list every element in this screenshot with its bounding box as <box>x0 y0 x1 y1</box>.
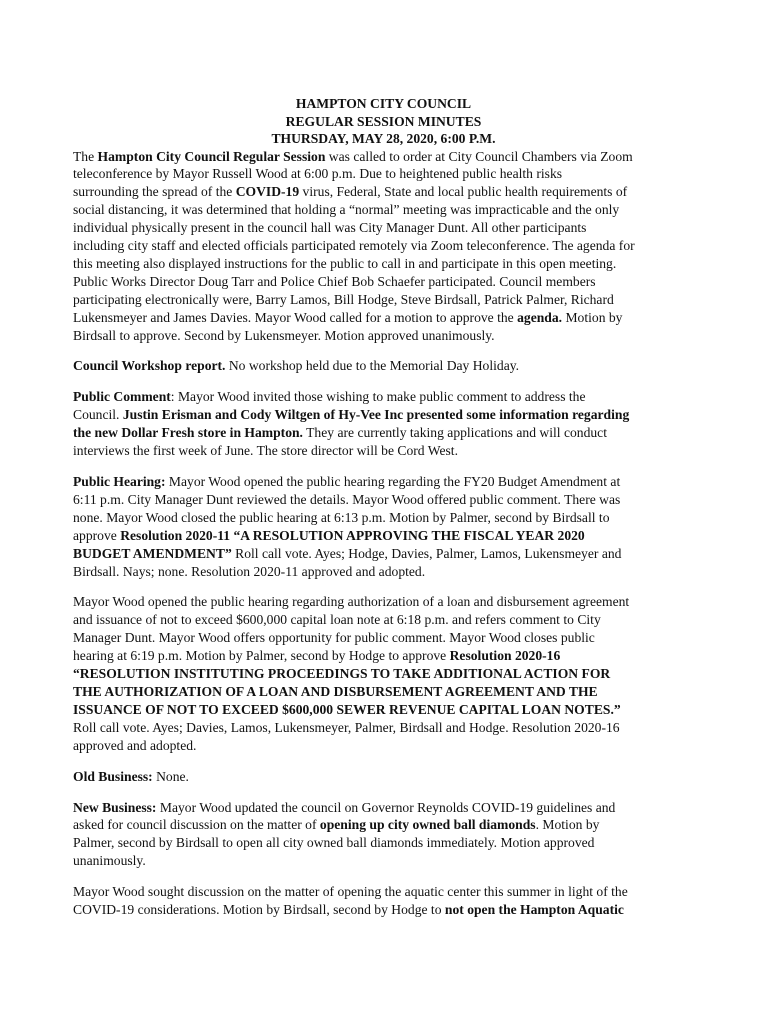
heading-council-name: HAMPTON CITY COUNCIL <box>295 96 472 111</box>
text-run: this meeting also displayed instructions for the public to call in and participate in this open meeting. <box>73 255 617 271</box>
minutes-body <box>73 148 694 919</box>
text-run: approve <box>73 527 121 543</box>
bold-text: New Business: <box>73 799 157 815</box>
text-line <box>73 357 694 375</box>
minutes-paragraph <box>73 883 694 919</box>
bold-text: “RESOLUTION INSTITUTING PROCEEDINGS TO TAKE ADDITIONAL ACTION FOR <box>73 666 611 682</box>
text-run: Public Works Director Doug Tarr and Police Chief Bob Schaefer participated. Council members <box>73 273 596 289</box>
bold-text: Old Business: <box>73 768 153 784</box>
minutes-paragraph <box>73 768 694 786</box>
heading-session-type: REGULAR SESSION MINUTES <box>285 113 482 129</box>
text-line <box>73 834 694 852</box>
text-run: including city staff and elected officials participated remotely via Zoom teleconference. The agenda for <box>73 238 635 254</box>
text-run: social distancing, it was determined that holding a “normal” meeting was impracticable and the only <box>73 202 620 218</box>
text-run: surrounding the spread of the <box>73 184 236 200</box>
text-run: No workshop held due to the Memorial Day Holiday. <box>225 358 520 374</box>
text-run: and issuance of not to exceed $600,000 capital loan note at 6:18 p.m. and refers comment to City <box>73 612 601 628</box>
minutes-paragraph <box>73 799 694 871</box>
bold-text: Resolution 2020-16 <box>449 648 561 664</box>
text-run: individual physically present in the council hall was City Manager Dunt. All other participants <box>73 220 587 236</box>
text-line <box>73 273 694 291</box>
text-line <box>73 406 694 424</box>
text-run: unanimously. <box>73 853 146 869</box>
text-run: Palmer, second by Birdsall to open all city owned ball diamonds immediately. Motion approved <box>73 835 595 851</box>
text-line <box>73 491 694 509</box>
text-line <box>73 883 694 901</box>
text-line <box>73 148 694 166</box>
bold-text: Public Comment <box>73 389 171 405</box>
text-line <box>73 309 694 327</box>
bold-text: not open the Hampton Aquatic <box>444 902 624 918</box>
heading-date: THURSDAY, MAY 28, 2020, 6:00 P.M. <box>271 131 496 146</box>
text-line <box>73 737 694 755</box>
text-line <box>73 593 694 611</box>
minutes-paragraph <box>73 473 694 580</box>
bold-text: THE AUTHORIZATION OF A LOAN AND DISBURSEMENT AGREEMENT AND THE <box>73 683 598 699</box>
text-run: Manager Dunt. Mayor Wood offers opportunity for public comment. Mayor Wood closes public <box>73 630 595 646</box>
text-line <box>73 719 694 737</box>
text-run: Mayor Wood opened the public hearing regarding authorization of a loan and disbursement agreement <box>73 594 630 610</box>
text-run: Mayor Wood updated the council on Governor Reynolds COVID-19 guidelines and <box>156 799 616 815</box>
text-line <box>73 768 694 786</box>
text-line <box>73 647 694 665</box>
text-line <box>73 291 694 309</box>
text-run: : Mayor Wood invited those wishing to make public comment to address the <box>170 389 586 405</box>
minutes-paragraph <box>73 388 694 460</box>
text-line <box>73 665 694 683</box>
text-run: none. Mayor Wood closed the public hearing at 6:13 p.m. Motion by Palmer, second by Birdsall to <box>73 509 610 525</box>
text-line <box>73 629 694 647</box>
bold-text: opening up city owned ball diamonds <box>319 817 536 833</box>
text-line <box>73 701 694 719</box>
bold-text: ISSUANCE OF NOT TO EXCEED $600,000 SEWER REVENUE CAPITAL LOAN NOTES.” <box>73 701 621 717</box>
text-run: participating electronically were, Barry Lamos, Bill Hodge, Steve Birdsall, Patrick Palmer, Richard <box>73 291 614 307</box>
text-run: Mayor Wood opened the public hearing regarding the FY20 Budget Amendment at <box>165 474 621 489</box>
text-run: Mayor Wood sought discussion on the matter of opening the aquatic center this summer in light of the <box>73 884 628 900</box>
text-line <box>73 424 694 442</box>
text-run: Lukensmeyer and James Davies. Mayor Wood called for a motion to approve the <box>73 309 518 325</box>
text-line <box>73 816 694 834</box>
text-line <box>73 611 694 629</box>
bold-text: Resolution 2020-11 “A RESOLUTION APPROVING THE FISCAL YEAR 2020 <box>120 527 585 543</box>
text-line <box>73 237 694 255</box>
minutes-paragraph <box>73 593 694 754</box>
text-run: . Motion by <box>535 817 600 833</box>
text-run: hearing at 6:19 p.m. Motion by Palmer, second by Hodge to approve <box>73 648 450 664</box>
text-line <box>73 527 694 545</box>
text-line <box>73 327 694 345</box>
text-line <box>73 563 694 581</box>
text-line <box>73 388 694 406</box>
minutes-paragraph <box>73 148 694 345</box>
text-line <box>73 442 694 460</box>
bold-text: Hampton City Council Regular Session <box>97 148 326 164</box>
text-line <box>73 201 694 219</box>
text-run: Council. <box>73 407 123 423</box>
minutes-paragraph <box>73 357 694 375</box>
bold-text: the new Dollar Fresh store in Hampton. <box>73 425 303 441</box>
text-line <box>73 255 694 273</box>
text-run: 6:11 p.m. City Manager Dunt reviewed the details. Mayor Wood offered public comment. There was <box>73 491 621 507</box>
text-run: Motion by <box>562 309 623 325</box>
text-run: Birdsall. Nays; none. Resolution 2020-11 approved and adopted. <box>73 563 426 579</box>
bold-text: BUDGET AMENDMENT” <box>73 545 232 561</box>
text-run: COVID-19 considerations. Motion by Birdsall, second by Hodge to <box>73 902 445 918</box>
text-run: None. <box>152 768 189 784</box>
text-line <box>73 183 694 201</box>
text-run: was called to order at City Council Chambers via Zoom <box>325 148 633 164</box>
text-line <box>73 545 694 563</box>
text-run: teleconference by Mayor Russell Wood at 6:00 p.m. Due to heightened public health risks <box>73 166 563 182</box>
text-run: Birdsall to approve. Second by Lukensmeyer. Motion approved unanimously. <box>73 327 495 343</box>
bold-text: agenda. <box>517 309 563 325</box>
document-heading <box>73 95 694 148</box>
text-line <box>73 509 694 527</box>
bold-text: Council Workshop report. <box>73 358 226 374</box>
text-run: approved and adopted. <box>73 737 197 753</box>
text-run: They are currently taking applications and will conduct <box>302 425 607 441</box>
text-run: asked for council discussion on the matter of <box>73 817 320 833</box>
text-run: Roll call vote. Ayes; Davies, Lamos, Lukensmeyer, Palmer, Birdsall and Hodge. Resolution 2020-16 <box>73 719 620 735</box>
text-line <box>73 165 694 183</box>
text-line <box>73 473 694 491</box>
text-run: virus, Federal, State and local public health requirements of <box>299 184 628 200</box>
text-run: Roll call vote. Ayes; Hodge, Davies, Palmer, Lamos, Lukensmeyer and <box>231 545 622 561</box>
text-run: interviews the first week of June. The store director will be Cord West. <box>73 443 458 459</box>
bold-text: Justin Erisman and Cody Wiltgen of Hy-Vee Inc presented some information regarding <box>122 407 630 423</box>
bold-text: Public Hearing: <box>73 474 166 489</box>
text-line <box>73 219 694 237</box>
text-line <box>73 799 694 817</box>
text-run: The <box>73 148 98 164</box>
text-line <box>73 852 694 870</box>
text-line <box>73 901 694 919</box>
text-line <box>73 683 694 701</box>
bold-text: COVID-19 <box>235 184 300 200</box>
